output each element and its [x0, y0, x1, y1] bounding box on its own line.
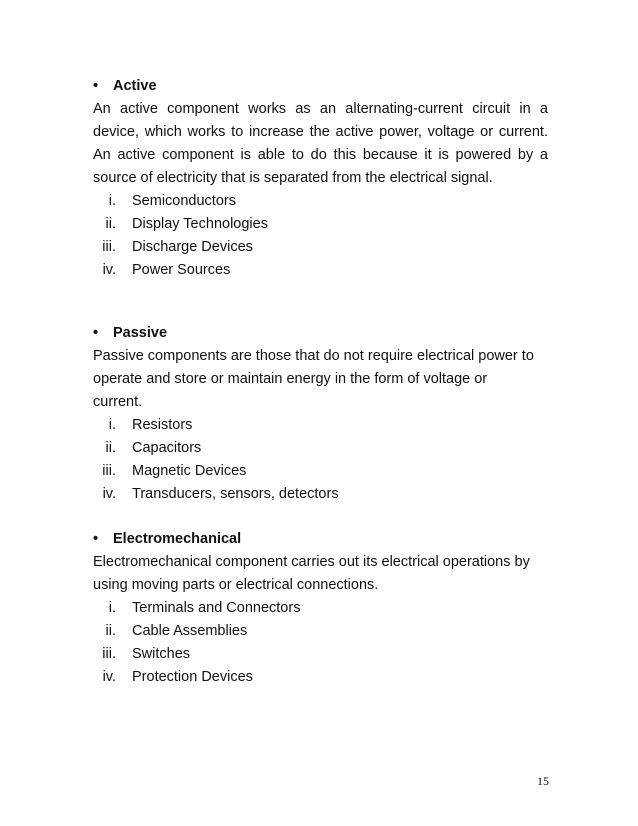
list-item: [93, 620, 548, 643]
section-heading: [93, 322, 548, 345]
list-item-text: Switches: [132, 646, 191, 662]
list-item: [93, 236, 548, 259]
list-item-text: Semiconductors: [132, 193, 236, 209]
list-number: i.: [108, 417, 116, 433]
list-number: iii.: [102, 239, 116, 255]
list-number: ii.: [105, 623, 116, 639]
list-item-text: Transducers, sensors, detectors: [132, 486, 339, 502]
list-item: [93, 259, 548, 282]
list-item: [93, 460, 548, 483]
heading-text: Passive: [113, 325, 168, 341]
paragraph-line: Electromechanical component carries out its electrical operations by: [93, 554, 530, 570]
paragraph-line: Passive components are those that do not require electrical power to: [93, 348, 534, 364]
bullet-icon: •: [93, 531, 99, 547]
list-item-text: Cable Assemblies: [132, 623, 248, 639]
section-heading: [93, 528, 548, 551]
bullet-icon: •: [93, 325, 99, 341]
list-item: [93, 597, 548, 620]
list-number: ii.: [105, 440, 116, 456]
heading-text: Electromechanical: [113, 531, 242, 547]
section-active: [93, 75, 548, 282]
paragraph-line: An active component works as an alternating-current circuit in a: [93, 101, 548, 117]
list-item: [93, 483, 548, 506]
section-paragraph: [93, 98, 548, 190]
list-item-text: Power Sources: [132, 262, 231, 278]
numbered-list: [93, 414, 548, 506]
paragraph-line: device, which works to increase the active power, voltage or current.: [93, 124, 548, 140]
list-item: [93, 437, 548, 460]
section-heading: [93, 75, 548, 98]
page-number: 15: [537, 774, 549, 788]
paragraph-line: source of electricity that is separated from the electrical signal.: [93, 170, 493, 186]
list-item-text: Capacitors: [132, 440, 202, 456]
section-passive: [93, 322, 548, 506]
list-item-text: Display Technologies: [132, 216, 268, 232]
list-number: iii.: [102, 646, 116, 662]
paragraph-line: using moving parts or electrical connections.: [93, 577, 379, 593]
list-number: iv.: [102, 262, 116, 278]
paragraph-line: An active component is able to do this because it is powered by a: [93, 147, 548, 163]
heading-text: Active: [113, 78, 157, 94]
bullet-icon: •: [93, 78, 99, 94]
list-number: ii.: [105, 216, 116, 232]
section-paragraph: [93, 345, 548, 414]
numbered-list: [93, 190, 548, 282]
list-number: iv.: [102, 669, 116, 685]
paragraph-line: current.: [93, 394, 143, 410]
list-number: i.: [108, 600, 116, 616]
list-item: [93, 666, 548, 689]
list-item: [93, 414, 548, 437]
list-item-text: Terminals and Connectors: [132, 600, 301, 616]
paragraph-line: operate and store or maintain energy in the form of voltage or: [93, 371, 488, 387]
list-number: iv.: [102, 486, 116, 502]
list-item: [93, 643, 548, 666]
list-number: i.: [108, 193, 116, 209]
numbered-list: [93, 597, 548, 689]
list-item-text: Discharge Devices: [132, 239, 253, 255]
list-item-text: Protection Devices: [132, 669, 253, 685]
list-number: iii.: [102, 463, 116, 479]
list-item-text: Resistors: [132, 417, 193, 433]
list-item-text: Magnetic Devices: [132, 463, 247, 479]
list-item: [93, 213, 548, 236]
section-electromechanical: [93, 528, 548, 689]
section-paragraph: [93, 551, 548, 597]
list-item: [93, 190, 548, 213]
